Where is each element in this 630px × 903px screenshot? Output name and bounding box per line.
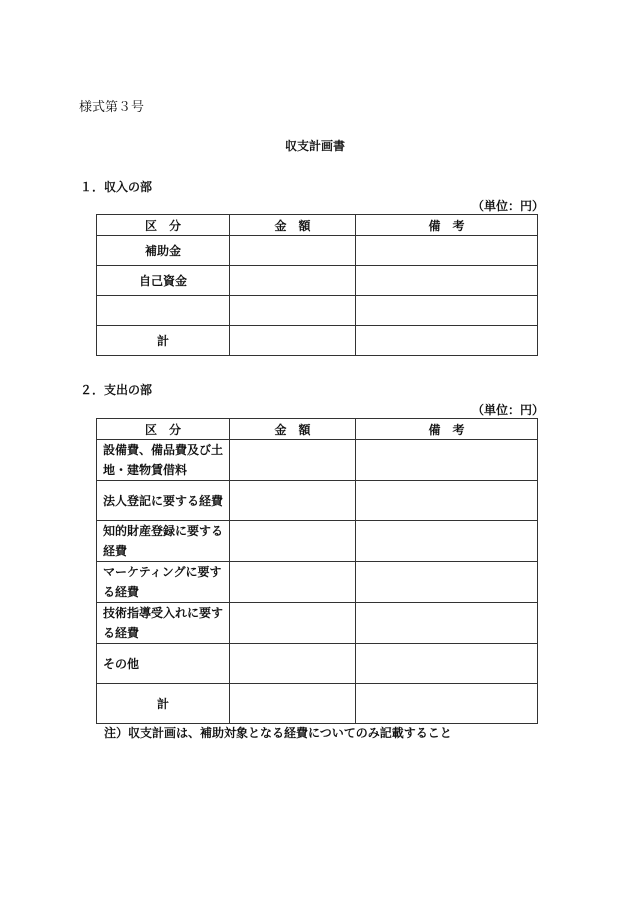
income-row-total [97,326,538,356]
expense-unit-label: （単位：円） [471,403,544,417]
header-category: 区 分 [97,419,230,440]
income-category-cell: 自己資金 [97,266,230,296]
expense-amount-cell[interactable] [230,440,356,481]
expense-remarks-cell[interactable] [356,644,538,684]
expense-header-row [97,419,538,440]
expense-category-line: る経費 [103,626,140,640]
header-amount: 金 額 [230,215,356,236]
expense-table [96,418,538,724]
expense-remarks-cell[interactable] [356,440,538,481]
expense-remarks-cell[interactable] [356,481,538,521]
form-number: 様式第３号 [79,100,145,115]
income-header-row [97,215,538,236]
income-category-cell: 計 [97,326,230,356]
expense-category-line: る経費 [103,585,140,599]
expense-category-cell [97,562,230,603]
expense-row-marketing [97,562,538,603]
expense-category-line: 法人登記に要する経費 [103,493,224,508]
expense-category-line: 経費 [103,544,128,558]
income-row-subsidy [97,236,538,266]
expense-amount-cell[interactable] [230,644,356,684]
header-remarks: 備 考 [356,215,538,236]
expense-row-ip [97,521,538,562]
expense-remarks-cell[interactable] [356,562,538,603]
income-category-cell[interactable] [97,296,230,326]
expense-category-cell [97,481,230,521]
header-amount: 金 額 [230,419,356,440]
header-category: 区 分 [97,215,230,236]
footnote: 注）収支計画は、補助対象となる経費についてのみ記載すること [104,726,452,740]
income-amount-cell[interactable] [230,266,356,296]
expense-category-line: 技術指導受入れに要す [103,606,224,620]
expense-category-cell [97,603,230,644]
expense-category-line: 計 [156,697,169,711]
expense-amount-cell[interactable] [230,684,356,724]
expense-category-line: 地・建物賃借料 [103,463,188,477]
expense-category-cell [97,684,230,724]
income-amount-cell[interactable] [230,296,356,326]
expense-amount-cell[interactable] [230,521,356,562]
expense-row-equipment [97,440,538,481]
header-remarks: 備 考 [356,419,538,440]
expense-row-total [97,684,538,724]
expense-row-technical [97,603,538,644]
income-amount-cell[interactable] [230,236,356,266]
expense-amount-cell[interactable] [230,603,356,644]
expense-category-cell [97,644,230,684]
income-amount-cell[interactable] [230,326,356,356]
expense-category-line: その他 [103,656,140,671]
expense-remarks-cell[interactable] [356,603,538,644]
income-category-cell: 補助金 [97,236,230,266]
income-remarks-cell[interactable] [356,266,538,296]
expense-category-line: マーケティングに要す [103,565,222,579]
expense-row-other [97,644,538,684]
expense-category-cell [97,521,230,562]
expense-remarks-cell[interactable] [356,684,538,724]
income-table [96,214,538,356]
expense-remarks-cell[interactable] [356,521,538,562]
document-title: 収支計画書 [284,139,345,153]
expense-category-line: 知的財産登録に要する [103,524,224,538]
income-remarks-cell[interactable] [356,236,538,266]
expense-category-line: 設備費、備品費及び土 [103,443,224,457]
expense-amount-cell[interactable] [230,481,356,521]
income-section-heading: １．収入の部 [80,180,153,194]
income-remarks-cell[interactable] [356,326,538,356]
income-unit-label: （単位：円） [471,199,544,213]
expense-amount-cell[interactable] [230,562,356,603]
income-row-blank [97,296,538,326]
expense-category-cell [97,440,230,481]
expense-row-registration [97,481,538,521]
income-row-own-funds [97,266,538,296]
income-remarks-cell[interactable] [356,296,538,326]
expense-section-heading: ２．支出の部 [80,383,153,397]
